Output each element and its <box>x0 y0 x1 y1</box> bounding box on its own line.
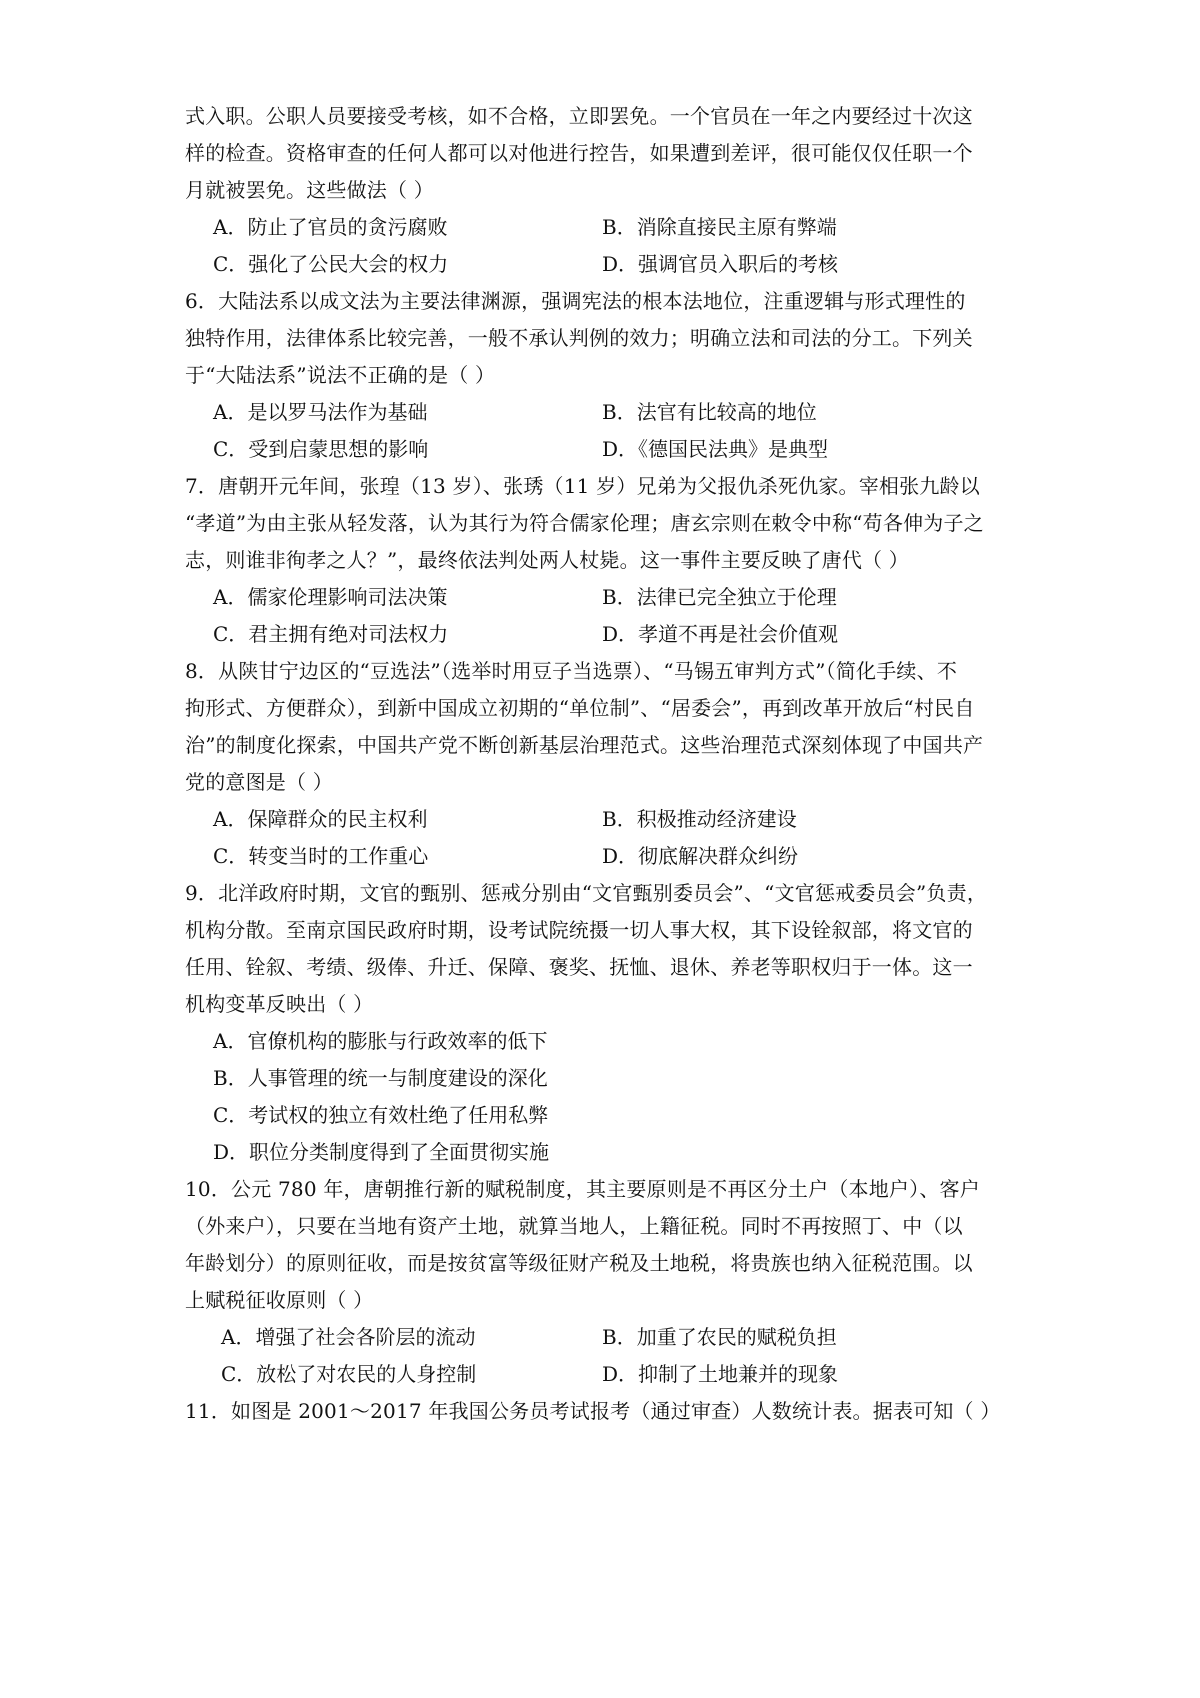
question-11 <box>185 1393 1030 1430</box>
question-text-line: （外来户），只要在当地有资产土地，就算当地人，上籍征税。同时不再按照丁、中（以 <box>185 1214 963 1238</box>
options-row <box>185 616 1030 653</box>
option-d: D．《德国民法典》是典型 <box>602 437 829 461</box>
question-text-line: 9．北洋政府时期，文官的甄别、惩戒分别由“文官甄别委员会”、“文官惩戒委员会”负责， <box>185 881 988 905</box>
question-text-line: “孝道”为由主张从轻发落，认为其行为符合儒家伦理；唐玄宗则在敕令中称“苟各伸为子之 <box>185 511 984 535</box>
options-row <box>185 1319 1030 1356</box>
options-row <box>185 579 1030 616</box>
option-d: D．抑制了土地兼并的现象 <box>602 1362 839 1386</box>
option-b: B．法律已完全独立于伦理 <box>602 585 837 609</box>
options-row <box>185 246 1030 283</box>
options-row <box>185 431 1030 468</box>
option-b: B．法官有比较高的地位 <box>602 400 817 424</box>
exam-page <box>185 98 1030 1430</box>
option-c: C．考试权的独立有效杜绝了任用私弊 <box>213 1103 549 1127</box>
options-row <box>185 394 1030 431</box>
question-text-line: 机构分散。至南京国民政府时期，设考试院统摄一切人事大权，其下设铨叙部，将文官的 <box>185 918 973 942</box>
option-c: C．放松了对农民的人身控制 <box>221 1362 477 1386</box>
question-text-line: 10．公元 780 年，唐朝推行新的赋税制度，其主要原则是不再区分土户（本地户）、客户 <box>185 1177 980 1201</box>
question-7 <box>185 468 1030 653</box>
option-c: C．强化了公民大会的权力 <box>213 252 449 276</box>
question-text-line: 于“大陆法系”说法不正确的是（ ） <box>185 363 496 387</box>
question-text-line: 式入职。公职人员要接受考核，如不合格，立即罢免。一个官员在一年之内要经过十次这 <box>185 104 973 128</box>
question-text-line: 志，则谁非徇孝之人？”，最终依法判处两人杖毙。这一事件主要反映了唐代（ ） <box>185 548 909 572</box>
options-row <box>185 838 1030 875</box>
option-d: D．强调官员入职后的考核 <box>602 252 839 276</box>
question-text-line: 治”的制度化探索，中国共产党不断创新基层治理范式。这些治理范式深刻体现了中国共产 <box>185 733 984 757</box>
question-text-line: 7．唐朝开元年间，张瑝（13 岁）、张琇（11 岁）兄弟为父报仇杀死仇家。宰相张九龄以 <box>185 474 980 498</box>
option-c: C．君主拥有绝对司法权力 <box>213 622 449 646</box>
question-text-line: 任用、铨叙、考绩、级俸、升迁、保障、褒奖、抚恤、退休、养老等职权归于一体。这一 <box>185 955 973 979</box>
option-d: D．职位分类制度得到了全面贯彻实施 <box>213 1140 550 1164</box>
question-6 <box>185 283 1030 468</box>
question-text-line: 拘形式、方便群众），到新中国成立初期的“单位制”、“居委会”，再到改革开放后“村民自 <box>185 696 975 720</box>
question-text-line: 年龄划分）的原则征收，而是按贫富等级征财产税及土地税，将贵族也纳入征税范围。以 <box>185 1251 973 1275</box>
options-row <box>185 1356 1030 1393</box>
option-d: D．彻底解决群众纠纷 <box>602 844 799 868</box>
options-row <box>185 801 1030 838</box>
option-a: A．增强了社会各阶层的流动 <box>221 1325 476 1349</box>
option-b: B．加重了农民的赋税负担 <box>602 1325 837 1349</box>
option-c: C．受到启蒙思想的影响 <box>213 437 429 461</box>
option-b: B．积极推动经济建设 <box>602 807 797 831</box>
question-text-line: 样的检查。资格审查的任何人都可以对他进行控告，如果遭到差评，很可能仅仅任职一个 <box>185 141 973 165</box>
option-b: B．消除直接民主原有弊端 <box>602 215 837 239</box>
question-text-line: 6．大陆法系以成文法为主要法律渊源，强调宪法的根本法地位，注重逻辑与形式理性的 <box>185 289 966 313</box>
question-text-line: 月就被罢免。这些做法（ ） <box>185 178 434 202</box>
question-8 <box>185 653 1030 875</box>
option-d: D．孝道不再是社会价值观 <box>602 622 839 646</box>
options-row <box>185 209 1030 246</box>
option-a: A．保障群众的民主权利 <box>213 807 428 831</box>
question-text-line: 机构变革反映出（ ） <box>185 992 374 1016</box>
option-b: B．人事管理的统一与制度建设的深化 <box>213 1066 548 1090</box>
option-a: A．是以罗马法作为基础 <box>213 400 428 424</box>
question-text-line: 11．如图是 2001～2017 年我国公务员考试报考（通过审查）人数统计表。据表可知（ ） <box>185 1399 1001 1423</box>
option-a: A．官僚机构的膨胀与行政效率的低下 <box>213 1029 548 1053</box>
option-a: A．儒家伦理影响司法决策 <box>213 585 448 609</box>
option-a: A．防止了官员的贪污腐败 <box>213 215 448 239</box>
question-text-line: 独特作用，法律体系比较完善，一般不承认判例的效力；明确立法和司法的分工。下列关 <box>185 326 973 350</box>
question-text-line: 上赋税征收原则（ ） <box>185 1288 374 1312</box>
question-text-line: 党的意图是（ ） <box>185 770 333 794</box>
question-10 <box>185 1171 1030 1393</box>
question-text-line: 8．从陕甘宁边区的“豆选法”（选举时用豆子当选票）、“马锡五审判方式”（简化手续、不 <box>185 659 958 683</box>
question-5-continued <box>185 98 1030 283</box>
question-9 <box>185 875 1030 1171</box>
option-c: C．转变当时的工作重心 <box>213 844 429 868</box>
